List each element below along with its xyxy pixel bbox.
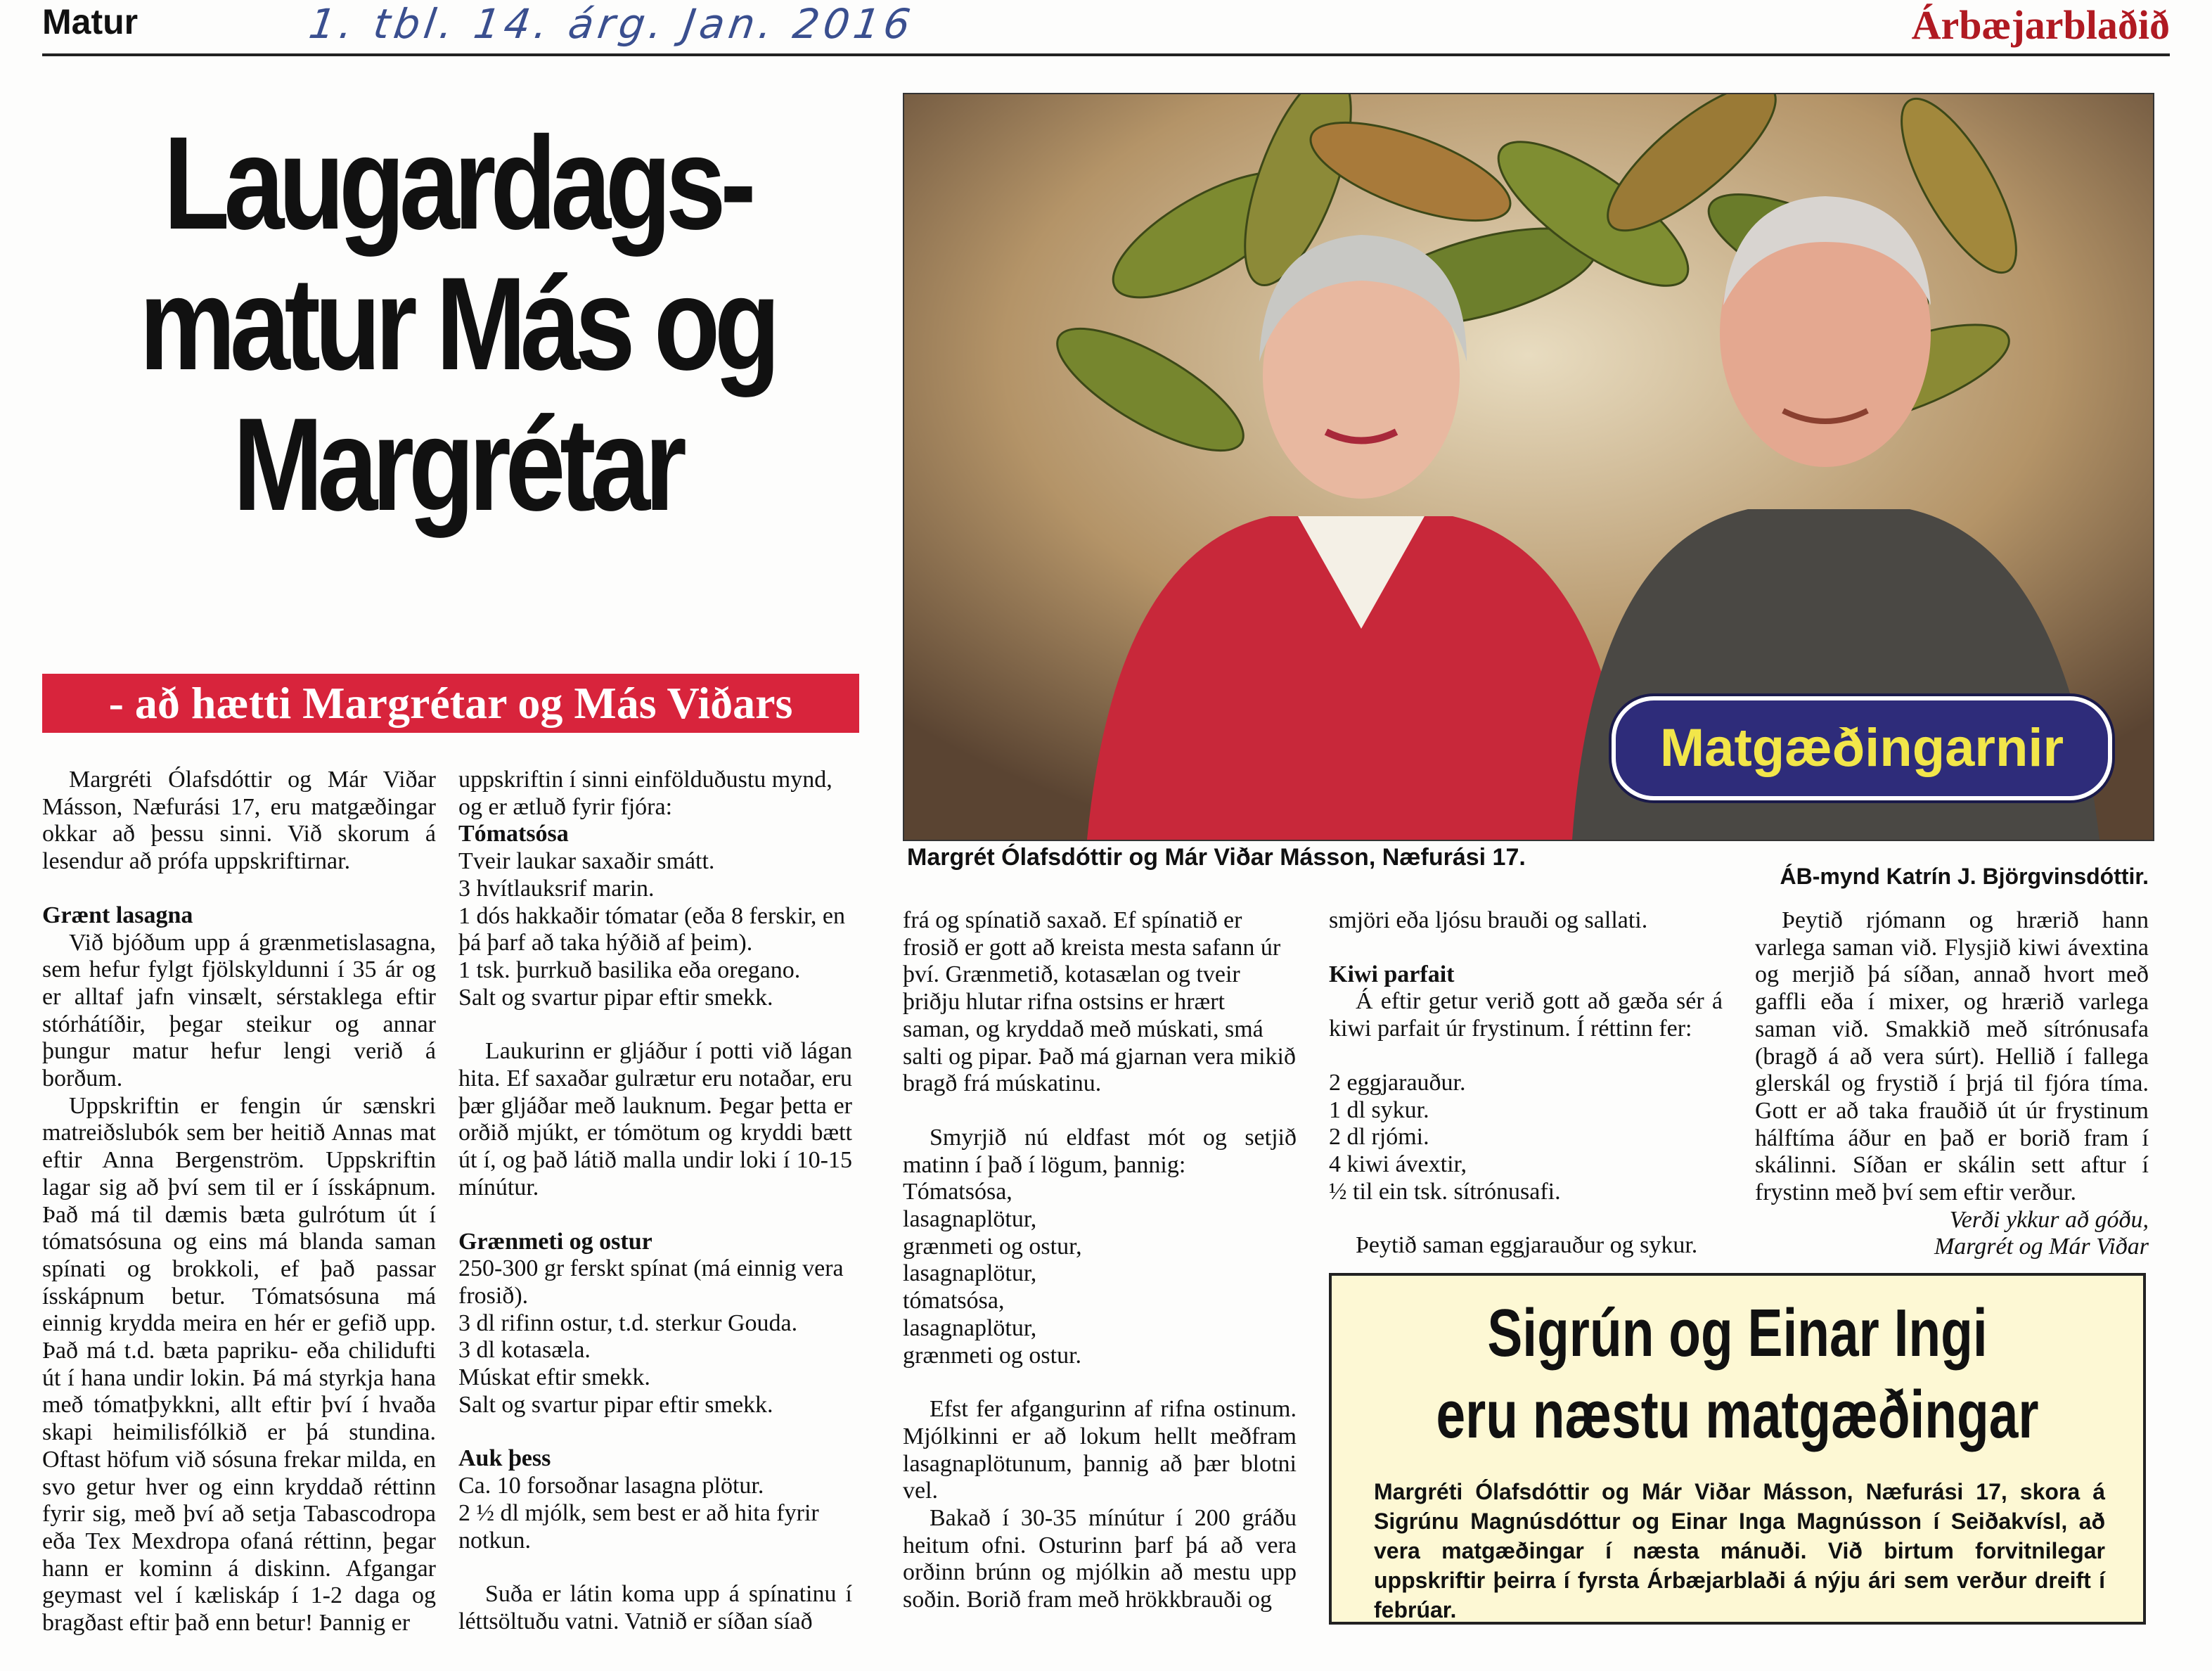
article-paragraph: Tómatsósa, — [903, 1179, 1012, 1205]
article-paragraph: 1 tsk. þurrkuð basilika eða oregano. — [458, 956, 801, 983]
section-label: Matur — [42, 2, 139, 41]
article-paragraph: 2 dl rjómi. — [1329, 1124, 1429, 1151]
article-paragraph: Þeytið saman eggjarauður og sykur. — [1356, 1232, 1698, 1259]
article-paragraph: Laukurinn er gljáður í potti við lágan hita. Ef saxaðar gulrætur eru notaðar, eru þær gljáðar með lauknum. Þegar þetta er orðið mjúkt, er tómötum og kryddi bætt út í, og það látið malla undir loki í 10-15 mínútur. — [458, 1038, 852, 1201]
article-paragraph: Uppskriftin er fengin úr sænskri matreiðslubók sem ber heitið Annas mat eftir Anna Bergenström. Uppskriftin lagar sig að því sem til er í ísskápnum. Það má til dæmis bæta gulrótum út í tómatsósuna og eins má blanda saman spínati og brokkoli, ef það passar ísskápnum betur. Tómatsósuna má einnig krydda meira en hér er gefið upp. Það má t.d. bæta papriku- eða chilidufti út í hana undir lokin. Þá má styrkja hana með tómatþykkni, allt eftir því í hvaða skapi heimilisfólkið er þá stundina. Oftast höfum við sósuna frekar milda, en svo getur hver og einn kryddað réttinn fyrir sig, með því að setja Tabascodropa eða Tex Mexdropa ofaná réttinn, þegar hann er kominn á diskinn. Afgangar geymast vel í kæliskáp í 1-2 daga og bragðast eftir það enn betur! Þannig er — [42, 1092, 436, 1637]
recipe-heading: Auk þess — [458, 1445, 551, 1472]
article-paragraph: Salt og svartur pipar eftir smekk. — [458, 1391, 773, 1418]
recipe-heading: Tómatsósa — [458, 821, 569, 847]
article-paragraph: Smyrjið nú eldfast mót og setjið matinn í það í lögum, þannig: — [903, 1124, 1297, 1178]
article-paragraph: frá og spínatið saxað. Ef spínatið er frosið er gott að kreista mesta safann úr því. Grænmetið, kotasælan og tveir þriðju hlutar rifna ostsins er hrært saman, og kryddað með múskati, smá salti og pipar. Það má gjarnan vera mikið bragð frá múskatinu. — [903, 907, 1296, 1097]
article-paragraph: Margréti Ólafsdóttir og Már Viðar Másson, Næfurási 17, eru matgæðingar okkar að þessu sinni. Við skorum á lesendur að prófa uppskriftirnar. — [42, 767, 436, 875]
article-column-2 — [458, 767, 852, 1636]
article-paragraph: grænmeti og ostur, — [903, 1233, 1082, 1260]
subtitle-banner: - að hætti Margrétar og Más Viðars — [42, 674, 859, 733]
paragraph-gap — [458, 1202, 852, 1229]
paragraph-gap — [1329, 1205, 1723, 1232]
header-rule — [42, 53, 2170, 56]
article-paragraph: Margrét og Már Viðar — [1934, 1234, 2149, 1260]
paragraph-gap — [903, 1369, 1297, 1396]
matgaedingarnir-badge: Matgæðingarnir — [1612, 696, 2112, 800]
recipe-heading: Grænmeti og ostur — [458, 1228, 652, 1255]
article-paragraph: Salt og svartur pipar eftir smekk. — [458, 984, 773, 1011]
article-paragraph: 3 dl rifinn ostur, t.d. sterkur Gouda. — [458, 1310, 798, 1336]
article-paragraph: 4 kiwi ávextir, — [1329, 1151, 1467, 1177]
paragraph-gap — [903, 1098, 1297, 1125]
article-paragraph: grænmeti og ostur. — [903, 1342, 1082, 1369]
couple-photo — [903, 93, 2154, 841]
article-paragraph: Bakað í 30-35 mínútur í 200 gráðu heitum ofni. Osturinn þarf þá að vera orðinn brúnn og mjólkin að mestu upp soðin. Borið fram með hrökkbrauði og — [903, 1505, 1297, 1613]
article-paragraph: tómatsósa, — [903, 1288, 1005, 1314]
callout-body: Margréti Ólafsdóttir og Már Viðar Másson, Næfurási 17, skora á Sigrúnu Magnúsdóttur og Einar Inga Magnússon í Seiðakvísl, að vera matgæðingar í næsta mánuði. Við birtum forvitnilegar uppskriftir þeirra í fyrsta Árbæjarblaði á nýju ári sem verður dreift í febrúar. — [1374, 1479, 2105, 1622]
paragraph-gap — [1329, 935, 1723, 961]
article-paragraph: uppskriftin í sinni einfölduðustu mynd, og er ætluð fyrir fjóra: — [458, 767, 832, 820]
article-paragraph: 3 dl kotasæla. — [458, 1337, 591, 1364]
article-paragraph: 1 dl sykur. — [1329, 1096, 1429, 1123]
paragraph-gap — [458, 1011, 852, 1038]
article-column-3 — [903, 907, 1297, 1614]
newspaper-name: Árbæjarblaðið — [1911, 2, 2170, 48]
article-paragraph: 2 eggjarauður. — [1329, 1069, 1466, 1096]
article-column-1 — [42, 767, 436, 1637]
article-paragraph: smjöri eða ljósu brauði og sallati. — [1329, 907, 1648, 933]
paragraph-gap — [1329, 1043, 1723, 1070]
article-headline — [117, 109, 797, 538]
article-paragraph: Efst fer afgangurinn af rifna ostinum. Mjólkinni er að lokum hellt meðfram lasagnaplötunum, þannig að þær blotni vel. — [903, 1396, 1297, 1504]
article-paragraph: ½ til ein tsk. sítrónusafi. — [1329, 1178, 1561, 1205]
article-paragraph: Þeytið rjómann og hrærið hann varlega saman við. Flysjið kiwi ávextina og merjið þá síðan, annað hvort með gaffli eða í mixer, og hrærið varlega saman við. Smakkið með sítrónusafa (bragð á að vera súrt). Hellið í fallega glerskál og frystið í þrjá til fjóra tíma. Gott er að taka frauðið út úr frystinum hálftíma áður en það er borið fram í skálinni. Síðan er skálin sett aftur í frystinn með því sem eftir verður. — [1755, 907, 2149, 1206]
article-paragraph: 1 dós hakkaðir tómatar (eða 8 ferskir, en þá þarf að taka hýðið af þeim). — [458, 902, 845, 956]
article-paragraph: Suða er látin koma upp á spínatinu í léttsöltuðu vatni. Vatnið er síðan síað — [458, 1581, 852, 1634]
headline-line-2: matur Más og — [139, 250, 775, 397]
article-paragraph: Við bjóðum upp á grænmetislasagna, sem hefur fylgt fjölskyldunni í 35 ár og er alltaf jafn vinsælt, sérstaklega eftir stórhátíðir, þegar steikur og annar þungur matur hefur lengi verið á borðum. — [42, 929, 436, 1092]
article-paragraph: Á eftir getur verið gott að gæða sér á kiwi parfait úr frystinum. Í réttinn fer: — [1329, 988, 1723, 1042]
recipe-heading: Kiwi parfait — [1329, 961, 1455, 987]
callout-title-line-2: eru næstu matgæðingar — [1436, 1377, 2039, 1452]
article-paragraph: Múskat eftir smekk. — [458, 1364, 650, 1391]
photo-credit: ÁB-mynd Katrín J. Björgvinsdóttir. — [1780, 864, 2149, 889]
paragraph-gap — [42, 876, 436, 902]
recipe-heading: Grænt lasagna — [42, 902, 193, 928]
article-paragraph: 250-300 gr ferskt spínat (má einnig vera frosið). — [458, 1255, 844, 1309]
article-paragraph: lasagnaplötur, — [903, 1260, 1037, 1287]
headline-line-1: Laugardags- — [163, 109, 751, 257]
article-paragraph: lasagnaplötur, — [903, 1206, 1037, 1233]
callout-title — [1421, 1293, 2054, 1456]
next-chefs-callout — [1329, 1273, 2146, 1625]
article-paragraph: Tveir laukar saxaðir smátt. — [458, 848, 715, 875]
article-paragraph: lasagnaplötur, — [903, 1314, 1037, 1341]
article-paragraph: 2 ½ dl mjólk, sem best er að hita fyrir notkun. — [458, 1499, 819, 1554]
article-column-4 — [1329, 907, 1723, 1260]
photo-caption: Margrét Ólafsdóttir og Már Viðar Másson, Næfurási 17. — [907, 844, 1526, 871]
article-paragraph: 3 hvítlauksrif marin. — [458, 875, 655, 902]
headline-line-3: Margrétar — [233, 390, 681, 538]
paragraph-gap — [458, 1419, 852, 1445]
paragraph-gap — [458, 1554, 852, 1581]
callout-title-line-1: Sigrún og Einar Ingi — [1487, 1295, 1988, 1371]
article-paragraph: Verði ykkur að góðu, — [1949, 1206, 2149, 1233]
article-column-5 — [1755, 907, 2149, 1261]
handwritten-issue-note: 1. tbl. 14. árg. Jan. 2016 — [306, 0, 918, 48]
article-paragraph: Ca. 10 forsoðnar lasagna plötur. — [458, 1473, 764, 1499]
